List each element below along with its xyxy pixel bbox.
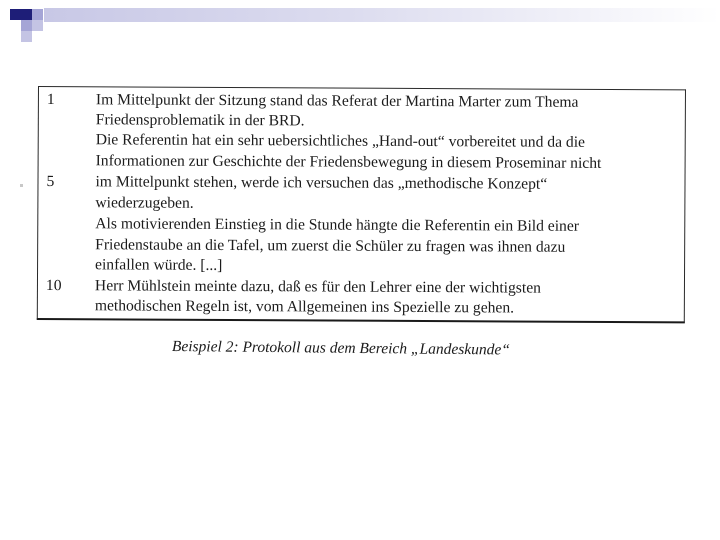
decor-square <box>21 9 32 20</box>
doc-line <box>39 130 683 153</box>
line-number: 10 <box>45 277 62 295</box>
line-text: Die Referentin hat ein sehr uebersichtliches „Hand-out“ vorbereitet und da die <box>95 131 586 151</box>
line-number: 5 <box>46 173 55 191</box>
line-text: im Mittelpunkt stehen, werde ich versuchen das „methodische Konzept“ <box>95 173 548 193</box>
doc-line <box>38 193 682 216</box>
protocol-excerpt <box>37 86 686 323</box>
line-text: Friedensproblematik in der BRD. <box>95 111 305 130</box>
slide-header-decoration <box>0 0 720 42</box>
line-text: einfallen würde. [...] <box>95 256 223 274</box>
line-number: 1 <box>46 91 55 109</box>
header-gradient-band <box>44 8 720 22</box>
doc-line <box>38 214 682 237</box>
line-text: Informationen zur Geschichte der Friedensbewegung in diesem Proseminar nicht <box>95 152 602 172</box>
decor-square <box>32 20 43 31</box>
figure-caption: Beispiel 2: Protokoll aus dem Bereich „Landeskunde“ <box>171 338 511 359</box>
doc-line <box>38 255 682 278</box>
decor-square <box>21 31 32 42</box>
decor-square <box>10 9 21 20</box>
decor-square <box>32 9 43 20</box>
line-text: Im Mittelpunkt der Sitzung stand das Referat der Martina Marter zum Thema <box>95 91 579 111</box>
scan-speck <box>20 184 23 187</box>
doc-line <box>39 151 683 174</box>
line-text: Herr Mühlstein meinte dazu, daß es für den Lehrer eine der wichtigsten <box>94 277 541 297</box>
line-text: methodischen Regeln ist, vom Allgemeinen ins Spezielle zu gehen. <box>94 297 515 317</box>
doc-line <box>38 296 682 319</box>
decor-square <box>21 20 32 31</box>
doc-line <box>38 172 682 195</box>
line-text: wiederzugeben. <box>95 194 194 212</box>
line-text: Friedenstaube an die Tafel, um zuerst die Schüler zu fragen was ihnen dazu <box>95 236 566 256</box>
line-text: Als motivierenden Einstieg in die Stunde hängte die Referentin ein Bild einer <box>95 215 580 235</box>
